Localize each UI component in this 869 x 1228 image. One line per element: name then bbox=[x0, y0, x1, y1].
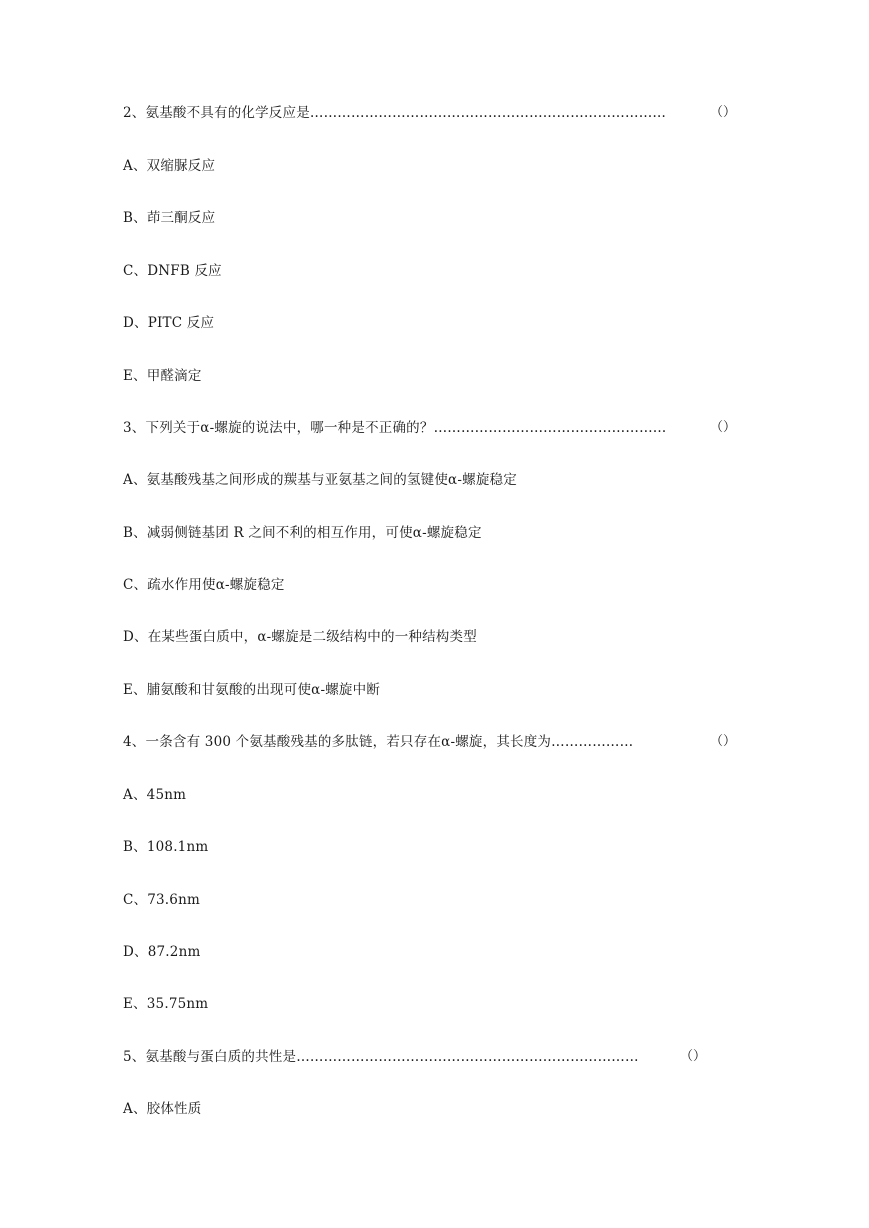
question-5-stem: 5、氨基酸与蛋白质的共性是………………………………………………………………… bbox=[123, 1049, 639, 1065]
question-stem bbox=[123, 733, 633, 751]
option-d: D、在某些蛋白质中，α-螺旋是二级结构中的一种结构类型 bbox=[123, 629, 477, 645]
option-b: B、茚三酮反应 bbox=[123, 210, 216, 226]
option-a: A、胶体性质 bbox=[123, 1101, 202, 1117]
option-e: E、甲醛滴定 bbox=[123, 368, 202, 384]
option-a: A、双缩脲反应 bbox=[123, 158, 216, 174]
answer-bracket: （） bbox=[710, 420, 737, 435]
option-d: D、87.2nm bbox=[123, 944, 201, 960]
option-e: E、脯氨酸和甘氨酸的出现可使α-螺旋中断 bbox=[123, 682, 381, 698]
question-stem bbox=[123, 104, 666, 122]
question-stem bbox=[123, 1048, 639, 1066]
option-c: C、疏水作用使α-螺旋稳定 bbox=[123, 577, 285, 593]
question-2-stem: 2、氨基酸不具有的化学反应是…………………………………………………………………… bbox=[123, 105, 667, 121]
question-4-stem: 4、一条含有 300 个氨基酸残基的多肽链，若只存在α-螺旋，其长度为……………… bbox=[123, 734, 634, 750]
option-b: B、108.1nm bbox=[123, 839, 209, 855]
option-a: A、45nm bbox=[123, 787, 187, 803]
answer-bracket: （） bbox=[680, 1049, 707, 1064]
question-3-stem: 3、下列关于α-螺旋的说法中，哪一种是不正确的？…………………………………………… bbox=[123, 420, 667, 436]
answer-bracket: （） bbox=[710, 105, 737, 120]
option-a: A、氨基酸残基之间形成的羰基与亚氨基之间的氢键使α-螺旋稳定 bbox=[123, 472, 517, 488]
answer-bracket: （） bbox=[710, 734, 737, 749]
question-stem bbox=[123, 419, 666, 437]
option-c: C、73.6nm bbox=[123, 892, 200, 908]
option-b: B、减弱侧链基团 R 之间不利的相互作用，可使α-螺旋稳定 bbox=[123, 525, 482, 541]
option-c: C、DNFB 反应 bbox=[123, 263, 222, 279]
option-e: E、35.75nm bbox=[123, 996, 209, 1012]
option-d: D、PITC 反应 bbox=[123, 315, 215, 331]
